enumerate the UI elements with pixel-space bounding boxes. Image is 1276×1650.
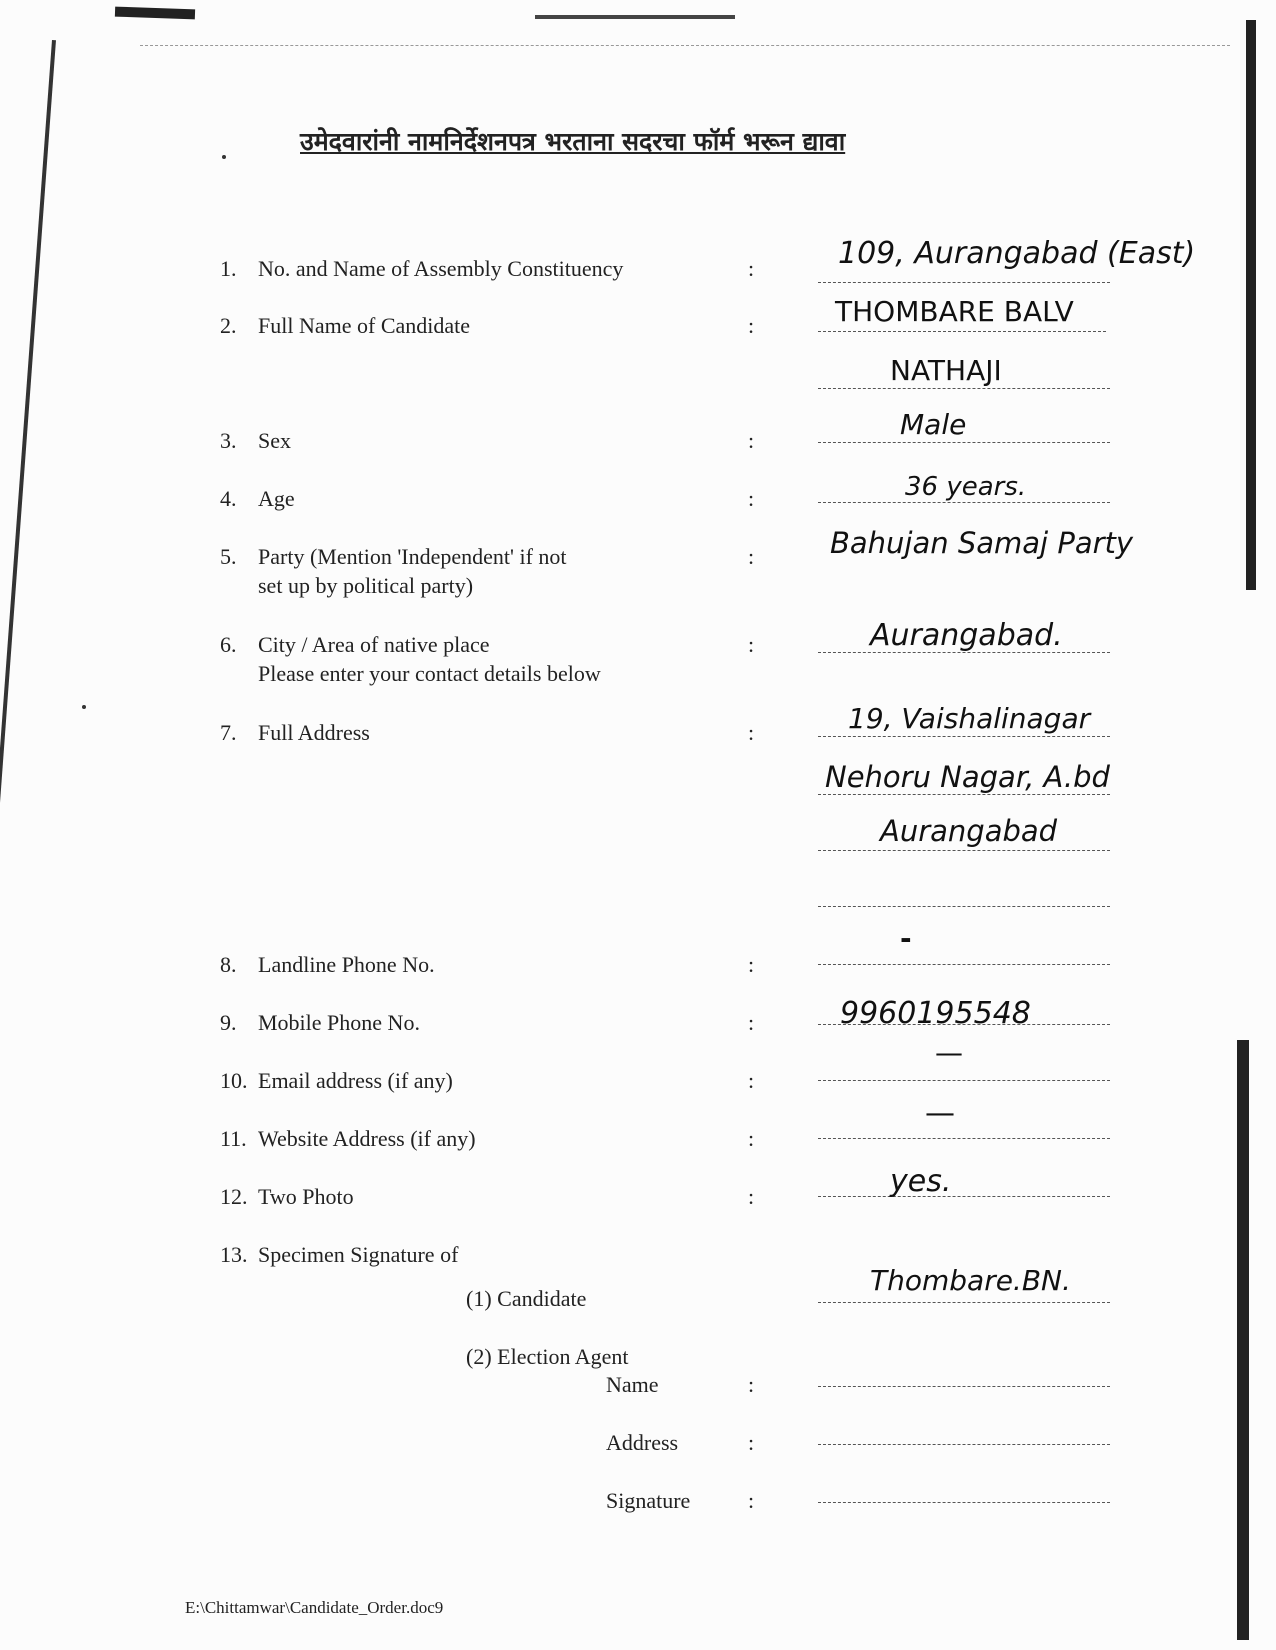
field-label: Full Address — [258, 720, 370, 745]
field-number: 12. — [220, 1184, 248, 1209]
field-row-specimen-signature — [0, 1242, 1276, 1282]
field-number: 2. — [220, 313, 237, 338]
field-row-email — [0, 1036, 1276, 1108]
field-value: THOMBARE BALV — [835, 295, 1074, 328]
field-colon: : — [748, 486, 755, 511]
field-label: No. and Name of Assembly Constituency — [258, 256, 624, 281]
field-line — [818, 1502, 1110, 1503]
field-colon: : — [748, 544, 755, 569]
field-label-cont: Please enter your contact details below — [258, 661, 601, 686]
field-value: 9960195548 — [840, 996, 1031, 1031]
field-line — [818, 1444, 1110, 1445]
field-value: 36 years. — [905, 472, 1027, 502]
field-row-sex — [0, 408, 1276, 468]
field-line — [818, 331, 1106, 332]
field-row-mobile — [0, 996, 1276, 1050]
field-label: Full Name of Candidate — [258, 313, 471, 338]
field-line — [818, 850, 1110, 851]
field-number: 3. — [220, 428, 237, 453]
field-row-full-name — [0, 295, 1276, 353]
field-row-full-name-cont — [0, 354, 1276, 402]
agent-name-label: Name — [606, 1372, 659, 1397]
speck — [82, 705, 86, 709]
field-label: Sex — [258, 428, 291, 453]
field-label-cont: set up by political party) — [258, 573, 474, 598]
scan-corner-shadow — [115, 7, 195, 20]
signature-row-candidate — [0, 1264, 1276, 1326]
field-line — [818, 906, 1110, 907]
agent-signature-row — [0, 1488, 1276, 1528]
agent-address-label: Address — [606, 1430, 679, 1455]
field-label: Landline Phone No. — [258, 952, 435, 977]
field-value: 109, Aurangabad (East) — [838, 236, 1196, 271]
field-line — [818, 1386, 1110, 1387]
field-label: Age — [258, 486, 295, 511]
field-row-party — [0, 526, 1276, 598]
field-colon: : — [748, 256, 755, 281]
field-line — [818, 1302, 1110, 1303]
field-line — [818, 388, 1110, 389]
field-colon: : — [748, 1068, 755, 1093]
field-number: 9. — [220, 1010, 237, 1035]
field-value: Aurangabad. — [870, 618, 1063, 653]
field-row-constituency — [0, 236, 1276, 296]
field-label: Two Photo — [258, 1184, 354, 1209]
field-value: — — [925, 1096, 955, 1131]
field-number: 4. — [220, 486, 237, 511]
field-value-line2: Nehoru Nagar, A.bd — [825, 760, 1110, 794]
field-value: Bahujan Samaj Party — [830, 526, 1134, 560]
field-value: - — [900, 922, 912, 955]
field-value: — — [935, 1036, 963, 1069]
field-line — [818, 442, 1110, 443]
candidate-signature: Thombare.BN. — [870, 1264, 1071, 1297]
field-colon: : — [748, 1010, 755, 1035]
field-colon: : — [748, 1126, 755, 1151]
field-row-city — [0, 618, 1276, 686]
field-number: 1. — [220, 256, 237, 281]
field-colon: : — [748, 1372, 755, 1397]
field-colon: : — [748, 952, 755, 977]
field-line — [818, 502, 1110, 503]
agent-name-row — [0, 1372, 1276, 1412]
field-number: 5. — [220, 544, 237, 569]
field-colon: : — [748, 428, 755, 453]
scan-top-line — [140, 45, 1230, 47]
field-number: 7. — [220, 720, 237, 745]
field-label: Mobile Phone No. — [258, 1010, 420, 1035]
file-path-footer: E:\Chittamwar\Candidate_Order.doc9 — [185, 1598, 444, 1617]
field-line — [818, 1138, 1110, 1139]
field-number: 8. — [220, 952, 237, 977]
field-line — [818, 964, 1110, 965]
agent-address-row — [0, 1430, 1276, 1470]
field-line — [818, 1080, 1110, 1081]
field-label: Specimen Signature of — [258, 1242, 459, 1267]
field-value: 19, Vaishalinagar — [848, 702, 1091, 735]
field-row-website — [0, 1096, 1276, 1166]
field-row-photo — [0, 1164, 1276, 1224]
field-number: 11. — [220, 1126, 247, 1151]
field-label: Website Address (if any) — [258, 1126, 476, 1151]
field-row-address — [0, 702, 1276, 848]
field-label: Party (Mention 'Independent' if not — [258, 544, 567, 569]
field-line — [818, 736, 1110, 737]
field-label: Email address (if any) — [258, 1068, 453, 1093]
field-line — [818, 794, 1110, 795]
field-label: City / Area of native place — [258, 632, 490, 657]
election-agent-label: (2) Election Agent — [466, 1344, 629, 1369]
field-number: 13. — [220, 1242, 248, 1267]
agent-signature-label: Signature — [606, 1488, 691, 1513]
scan-top-mark — [535, 15, 735, 19]
field-value: yes. — [890, 1164, 952, 1199]
field-colon: : — [748, 1430, 755, 1455]
field-colon: : — [748, 720, 755, 745]
field-colon: : — [748, 1184, 755, 1209]
field-row-landline — [0, 922, 1276, 992]
field-line — [818, 1196, 1110, 1197]
form-heading: उमेदवारांनी नामनिर्देशनपत्र भरताना सदरचा फॉर्म भरून द्यावा — [300, 127, 846, 156]
field-colon: : — [748, 1488, 755, 1513]
field-colon: : — [748, 632, 755, 657]
field-line — [818, 282, 1110, 283]
field-value-line3: Aurangabad — [880, 814, 1058, 848]
field-value-cont: NATHAJI — [890, 354, 1002, 387]
candidate-signature-label: (1) Candidate — [466, 1286, 587, 1311]
speck — [222, 155, 226, 159]
field-row-age — [0, 472, 1276, 526]
field-number: 6. — [220, 632, 237, 657]
field-value: Male — [900, 408, 967, 441]
field-number: 10. — [220, 1068, 248, 1093]
field-colon: : — [748, 313, 755, 338]
